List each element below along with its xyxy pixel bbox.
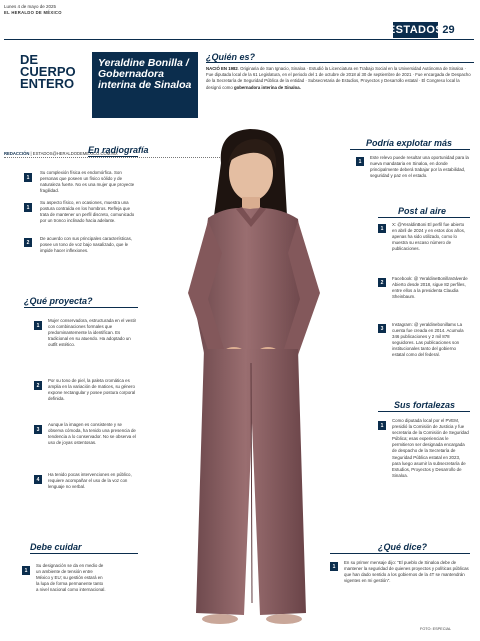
post-al-aire-rule (378, 217, 470, 218)
proyecta-item-3: Aunque la imagen es consistente y se observa cómoda, ha tenido una presencia de tendencia a lo conservador. No se observa el uso de joyas ostentosas. (48, 422, 136, 446)
post-num-1: 1 (378, 224, 386, 233)
proyecta-num-1: 1 (34, 321, 42, 330)
publication-name: EL HERALDO DE MÉXICO (4, 10, 62, 15)
byline-label: REDACCIÓN (4, 151, 30, 156)
bio-text: . Originaria de San Ignacio, Sinaloa · Estudió la Licenciatura en Trabajo Social en la Universidad Autónoma de Sinaloa · Fue diputada local de la 61 Legislatura, en el periodo del 1 de octubre de 2018 al 30 de septiembre de 2021 · Fue encargada de Despacho de la Secretaría de Seguridad Pública de la entidad · Subsecretaria de Estudios, Proyectos y Desarrollo estatal · El Congreso local la designó como (206, 66, 471, 90)
fortalezas-rule (378, 411, 470, 412)
radiografia-rule (88, 156, 138, 157)
podria-explotar-heading: Podría explotar más (366, 138, 453, 148)
proyecta-item-1: Mujer conservadora, estructurada en el vestir con combinaciones formales que predominantemente la identifican. Es tradicional en su atuendo. Ha adoptado un outfit estético. (48, 318, 137, 348)
proyecta-num-2: 2 (34, 381, 42, 390)
debe-cuidar-rule (30, 553, 138, 554)
post-num-2: 2 (378, 278, 386, 287)
que-dice-heading: ¿Qué dice? (378, 542, 428, 552)
post-al-aire-heading: Post al aire (398, 206, 447, 216)
section-label: ESTADOS (387, 24, 444, 36)
page-number: 29 (442, 24, 455, 36)
radiografia-item-2: Su aspecto físico, en ocasiones, muestra una postura contraída en los hombros. Refleja que trata de mantener un perfil discreto, comunicado por un tronco inclinado hacia adelante. (40, 200, 135, 224)
post-item-1: X: @YeraldinBoni El perfil fue abierto en abril de 2024 y en estos dos años, apenas ha sido utilizado, como lo muestra su escaso número de publicaciones. (392, 222, 465, 252)
debe-cuidar-num-1: 1 (22, 566, 30, 575)
quien-es-body (206, 66, 474, 91)
proyecta-num-4: 4 (34, 475, 42, 484)
debe-cuidar-item-1: Su designación se da en medio de un ambiente de tensión entre México y EU; su gestión estará en la lupa de forma permanente tanto a nivel nacional como internacional. (36, 563, 106, 593)
fortalezas-heading: Sus fortalezas (394, 400, 456, 410)
podria-explotar-num-1: 1 (356, 157, 364, 166)
byline: REDACCIÓN | ESTADOS@HERALDODEMEXICO.COM.MX (4, 151, 118, 156)
que-dice-num-1: 1 (330, 562, 338, 571)
fortalezas-num-1: 1 (378, 421, 386, 430)
proyecta-item-4: Ha tenido pocas intervenciones en público, requiere acompañar el uso de la voz con lenguaje no verbal. (48, 472, 132, 490)
proyecta-item-2: Por su tono de piel, la paleta cromática es amplia en la variación de matices, su género expone rectangular y posee postura corporal definida. (48, 378, 136, 402)
radiografia-num-3: 2 (24, 238, 32, 247)
debe-cuidar-heading: Debe cuidar (30, 542, 82, 552)
podria-explotar-item-1: Este relevo puede resultar una oportunidad para la nueva mandataria en Sinaloa, en donde principalmente deberá trabajar por la estabilidad, seguridad y paz en el estado. (370, 155, 469, 179)
proyecta-rule (24, 307, 138, 308)
radiografia-item-3: De acuerdo con sus principales características, posee un tono de voz bajo nasalizado, que le impide hacer inflexiones. (40, 236, 133, 254)
photo-credit: FOTO: ESPECIAL (420, 627, 452, 631)
publication-date: Lunes 4 de mayo de 2025 (4, 4, 57, 9)
que-dice-item-1: En su primer mensaje dijo: "El pueblo de Sinaloa debe de mantener la seguridad de quienes proyectos y políticas públicas que han dado sentido a los gobiernos de la 4T se mantendrán vigentes en mi gestión". (344, 560, 469, 584)
radiografia-num-2: 1 (24, 203, 32, 212)
title-box (92, 52, 198, 118)
post-item-3: Instagram: @ yeraldinebonillamx La cuenta fue creada en 2014. Acumula 346 publicaciones y 2 mil 878 seguidores. Las publicaciones son institucionales tanto del gobierno estatal como del federal. (392, 322, 464, 358)
birth-label: NACIÓ EN 1982 (206, 66, 238, 71)
quien-es-heading: ¿Quién es? (206, 52, 256, 62)
post-num-3: 3 (378, 324, 386, 333)
radiografia-heading: En radiografía (88, 145, 149, 155)
post-item-2: Facebook: @ YeraldineBonillaValverde Abierto desde 2018, sigue 82 perfiles, entre ellos a la presidenta Claudia Sheinbaum. (392, 276, 468, 300)
quien-es-rule (206, 62, 474, 63)
header-rule (4, 39, 474, 40)
kicker: DE CUERPO ENTERO (20, 52, 76, 91)
fortalezas-item-1: Como diputada local por el PVEM, presidió la Comisión de Justicia y fue secretaria de la Comisión de Seguridad Pública; esas experiencias le permitieron ser designada encargada de despacho de la Secretaría de Seguridad Pública estatal en 2023, para luego asumir la subsecretaría de Estudios, Proyectos y Desarrollo de Sinaloa. (392, 418, 469, 478)
article-title: Yeraldine Bonilla / Gobernadora interina de Sinaloa (98, 57, 192, 91)
que-dice-rule (330, 553, 470, 554)
role-text: gobernadora interina de Sinaloa. (233, 84, 301, 90)
proyecta-num-3: 3 (34, 425, 42, 434)
radiografia-item-1: Su complexión física es endomórfica. Son personas que poseen un físico sólido y de naturaleza fuerte. No es una mujer que proyecte fragilidad. (40, 170, 135, 194)
proyecta-heading: ¿Qué proyecta? (24, 296, 93, 306)
radiografia-num-1: 1 (24, 173, 32, 182)
byline-contact: ESTADOS@HERALDODEMEXICO.COM.MX (32, 151, 118, 156)
portrait-photo (138, 123, 368, 633)
podria-explotar-rule (350, 149, 470, 150)
